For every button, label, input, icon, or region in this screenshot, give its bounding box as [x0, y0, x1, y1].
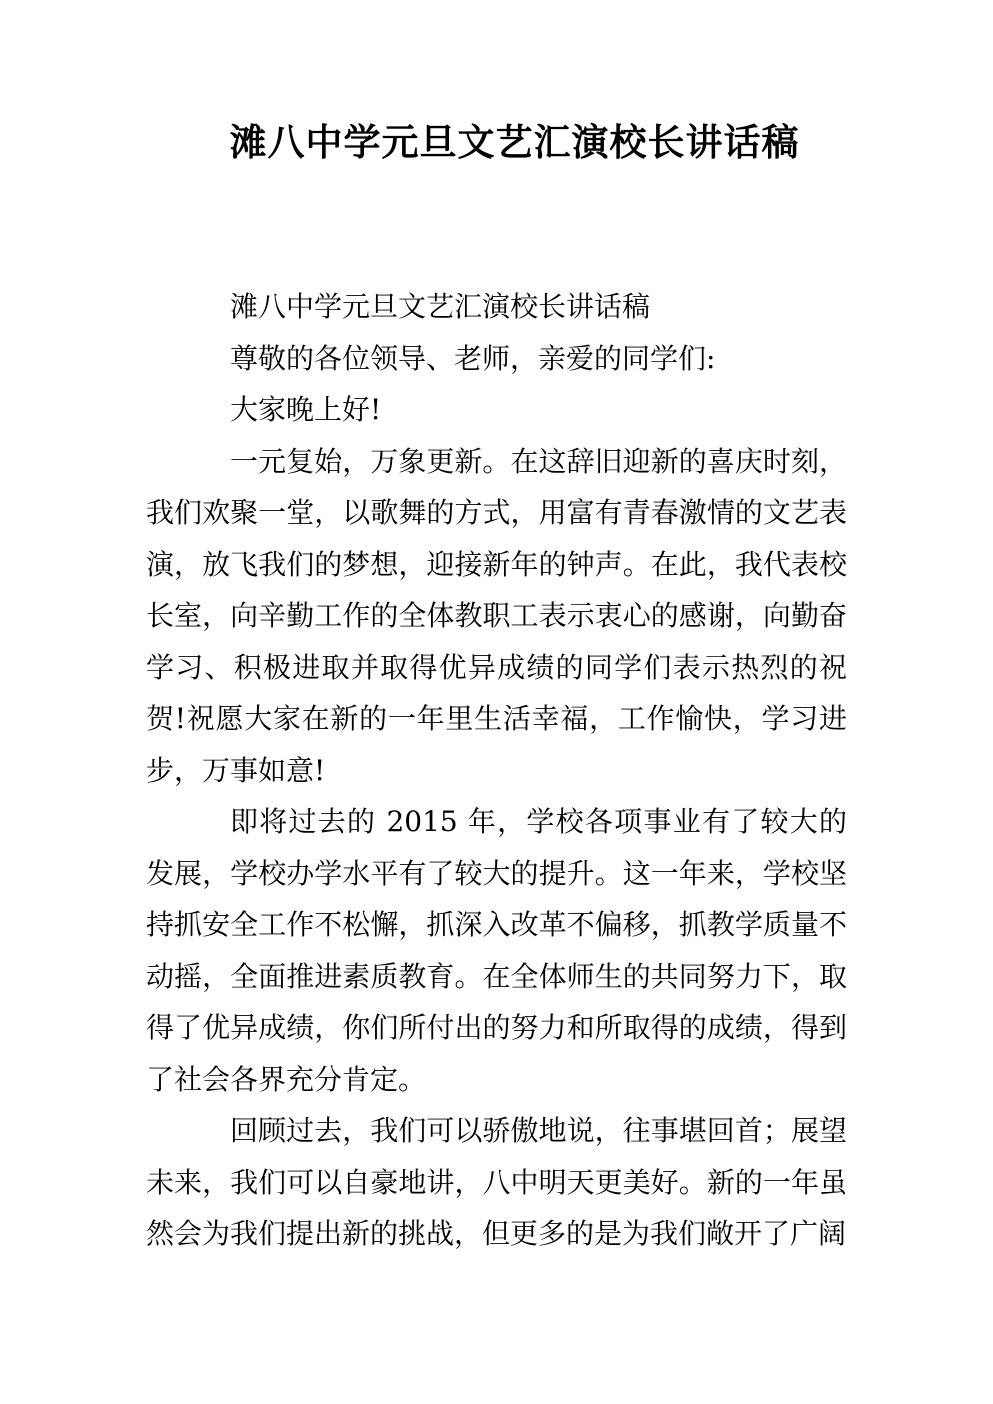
document-title: 滩八中学元旦文艺汇演校长讲话稿	[229, 120, 800, 164]
paragraph-body-1: 一元复始，万象更新。在这辞旧迎新的喜庆时刻，我们欢聚一堂，以歌舞的方式，用富有青春激情的文艺表演，放飞我们的梦想，迎接新年的钟声。在此，我代表校长室，向辛勤工作的全体教职工表示衷心的感谢，向勤奋学习、积极进取并取得优异成绩的同学们表示热烈的祝贺!祝愿大家在新的一年里生活幸福，工作愉快，学习进步，万事如意!	[146, 444, 847, 787]
paragraph-greeting: 大家晚上好!	[230, 393, 382, 426]
paragraph-salutation: 尊敬的各位领导、老师，亲爱的同学们:	[230, 341, 716, 375]
paragraph-heading: 滩八中学元旦文艺汇演校长讲话稿	[230, 290, 651, 323]
paragraph-body-3: 回顾过去，我们可以骄傲地说，往事堪回首；展望未来，我们可以自豪地讲，八中明天更美好。新的一年虽然会为我们提出新的挑战，但更多的是为我们敞开了广阔	[146, 1114, 847, 1250]
document-body	[146, 281, 847, 1260]
paragraph-body-2: 即将过去的 2015 年，学校各项事业有了较大的发展，学校办学水平有了较大的提升。这一年来，学校坚持抓安全工作不松懈，抓深入改革不偏移，抓教学质量不动摇，全面推进素质教育。在全体师生的共同努力下，取得了优异成绩，你们所付出的努力和所取得的成绩，得到了社会各界充分肯定。	[146, 805, 847, 1096]
